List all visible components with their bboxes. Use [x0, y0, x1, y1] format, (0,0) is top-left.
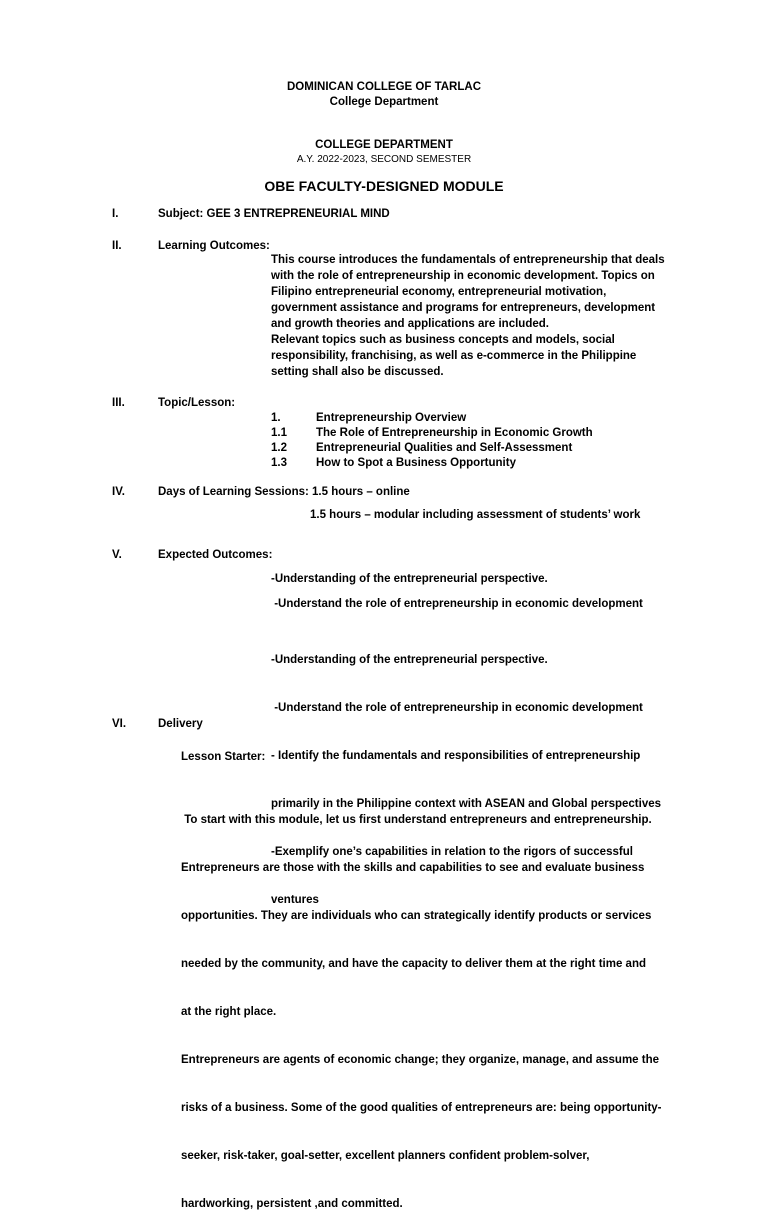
topic-title: Entrepreneurial Qualities and Self-Assessment: [316, 442, 573, 454]
topic-title: Entrepreneurship Overview: [316, 412, 467, 424]
topic-number: 1.: [271, 412, 281, 424]
section-4-numeral: IV.: [112, 486, 126, 498]
learning-sessions-modular: 1.5 hours – modular including assessment of students’ work: [310, 509, 641, 521]
expected-outcome-1: -Understanding of the entrepreneurial perspective.: [271, 573, 548, 585]
academic-year: A.Y. 2022-2023, SECOND SEMESTER: [296, 154, 472, 165]
topic-title: How to Spot a Business Opportunity: [316, 457, 516, 469]
topic-number: 1.3: [271, 457, 287, 469]
section-1-numeral: I.: [112, 208, 119, 220]
lesson-starter-line: seeker, risk-taker, goal-setter, excellent planners confident problem-solver,: [181, 1150, 590, 1162]
learning-outcome-line: Relevant topics such as business concepts and models, social: [271, 334, 615, 346]
lesson-starter-line: Entrepreneurs are those with the skills and capabilities to see and evaluate business: [181, 862, 645, 874]
learning-outcome-line: government assistance and programs for entrepreneurs, development: [271, 302, 656, 314]
lesson-starter-line: hardworking, persistent ,and committed.: [181, 1198, 403, 1210]
expected-outcome-line: - Identify the fundamentals and responsibilities of entrepreneurship: [271, 750, 641, 762]
college-name: DOMINICAN COLLEGE OF TARLAC: [287, 81, 481, 93]
section-2-label: Learning Outcomes:: [158, 240, 270, 252]
section-5-label: Expected Outcomes:: [158, 549, 273, 561]
expected-outcome-line: -Understanding of the entrepreneurial perspective.: [271, 654, 548, 666]
expected-outcome-2: -Understand the role of entrepreneurship in economic development: [271, 598, 643, 610]
learning-outcome-line: responsibility, franchising, as well as e-commerce in the Philippine: [271, 350, 637, 362]
learning-outcome-line: and growth theories and applications are included.: [271, 318, 549, 330]
lesson-starter-line: To start with this module, let us first understand entrepreneurs and entrepreneurship.: [181, 814, 652, 826]
learning-outcome-line: with the role of entrepreneurship in economic development. Topics on: [271, 270, 655, 282]
lesson-starter-line: opportunities. They are individuals who can strategically identify products or services: [181, 910, 652, 922]
lesson-starter-line: Entrepreneurs are agents of economic change; they organize, manage, and assume the: [181, 1054, 660, 1066]
topic-number: 1.1: [271, 427, 287, 439]
section-1-subject: Subject: GEE 3 ENTREPRENEURIAL MIND: [158, 208, 390, 220]
lesson-starter-line: at the right place.: [181, 1006, 277, 1018]
section-3-label: Topic/Lesson:: [158, 397, 236, 409]
topic-title: The Role of Entrepreneurship in Economic Growth: [316, 427, 593, 439]
section-6-numeral: VI.: [112, 718, 127, 730]
expected-outcome-line: -Understand the role of entrepreneurship in economic development: [271, 702, 643, 714]
topic-number: 1.2: [271, 442, 287, 454]
learning-outcome-line: Filipino entrepreneurial economy, entrepreneurial motivation,: [271, 286, 607, 298]
college-department: College Department: [329, 96, 439, 108]
lesson-starter-heading: Lesson Starter:: [181, 751, 266, 763]
department-heading: COLLEGE DEPARTMENT: [315, 139, 453, 151]
learning-outcomes-text: [271, 252, 665, 380]
section-3-numeral: III.: [112, 397, 125, 409]
expected-outcome-line: primarily in the Philippine context with ASEAN and Global perspectives: [271, 798, 662, 810]
lesson-starter-text: [181, 780, 662, 1228]
lesson-starter-line: needed by the community, and have the capacity to deliver them at the right time and: [181, 958, 646, 970]
section-6-label: Delivery: [158, 718, 203, 730]
section-4-label: Days of Learning Sessions: 1.5 hours – online: [158, 486, 410, 498]
lesson-starter-line: risks of a business. Some of the good qualities of entrepreneurs are: being opportunity-: [181, 1102, 662, 1114]
expected-outcome-line: ventures: [271, 894, 319, 906]
section-5-numeral: V.: [112, 549, 122, 561]
expected-outcome-line: -Exemplify one’s capabilities in relation to the rigors of successful: [271, 846, 633, 858]
module-title: OBE FACULTY-DESIGNED MODULE: [264, 178, 504, 194]
learning-outcome-line: This course introduces the fundamentals of entrepreneurship that deals: [271, 254, 665, 266]
section-2-numeral: II.: [112, 240, 122, 252]
learning-outcome-line: setting shall also be discussed.: [271, 366, 444, 378]
